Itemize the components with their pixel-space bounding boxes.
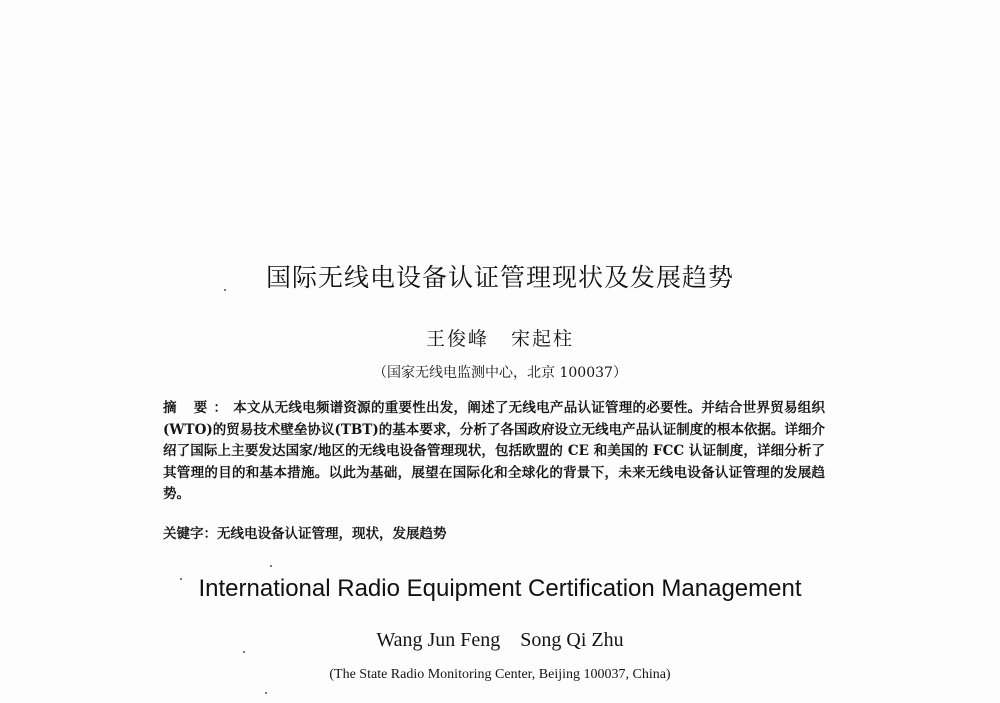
chinese-affiliation: （国家无线电监测中心，北京 100037） bbox=[373, 365, 627, 381]
english-author-1: Wang Jun Feng bbox=[376, 629, 501, 651]
chinese-author-1: 王俊峰 bbox=[425, 328, 489, 350]
abstract-label: 摘 要： bbox=[163, 400, 234, 416]
keywords-label: 关键字： bbox=[163, 526, 217, 542]
keywords-text: 无线电设备认证管理，现状，发展趋势 bbox=[217, 526, 447, 542]
english-title: International Radio Equipment Certification Management bbox=[198, 575, 802, 602]
abstract-text: 本文从无线电频谱资源的重要性出发，阐述了无线电产品认证管理的必要性。并结合世界贸易组织(WTO)的贸易技术壁垒协议(TBT)的基本要求，分析了各国政府设立无线电产品认证制度的根本依据。详细介绍了国际上主要发达国家/地区的无线电设备管理现状，包括欧盟的 CE 和美国的 FCC 认证制度，详细分析了其管理的目的和基本措施。以此为基础，展望在国际化和全球化的背景下，未来无线电设备认证管理的发展趋势。 bbox=[163, 400, 826, 502]
keywords bbox=[163, 522, 825, 542]
english-affiliation: (The State Radio Monitoring Center, Beijing 100037, China) bbox=[329, 667, 671, 682]
scan-speck bbox=[265, 692, 267, 694]
chinese-authors bbox=[0, 324, 1000, 351]
scan-speck bbox=[270, 565, 272, 567]
english-authors bbox=[0, 629, 1000, 652]
scan-speck bbox=[243, 651, 245, 653]
english-author-2: Song Qi Zhu bbox=[520, 629, 624, 651]
chinese-title: 国际无线电设备认证管理现状及发展趋势 bbox=[265, 263, 734, 292]
abstract bbox=[163, 398, 825, 506]
scan-speck bbox=[180, 578, 182, 580]
scan-speck bbox=[224, 289, 226, 291]
chinese-author-2: 宋起柱 bbox=[511, 328, 575, 350]
